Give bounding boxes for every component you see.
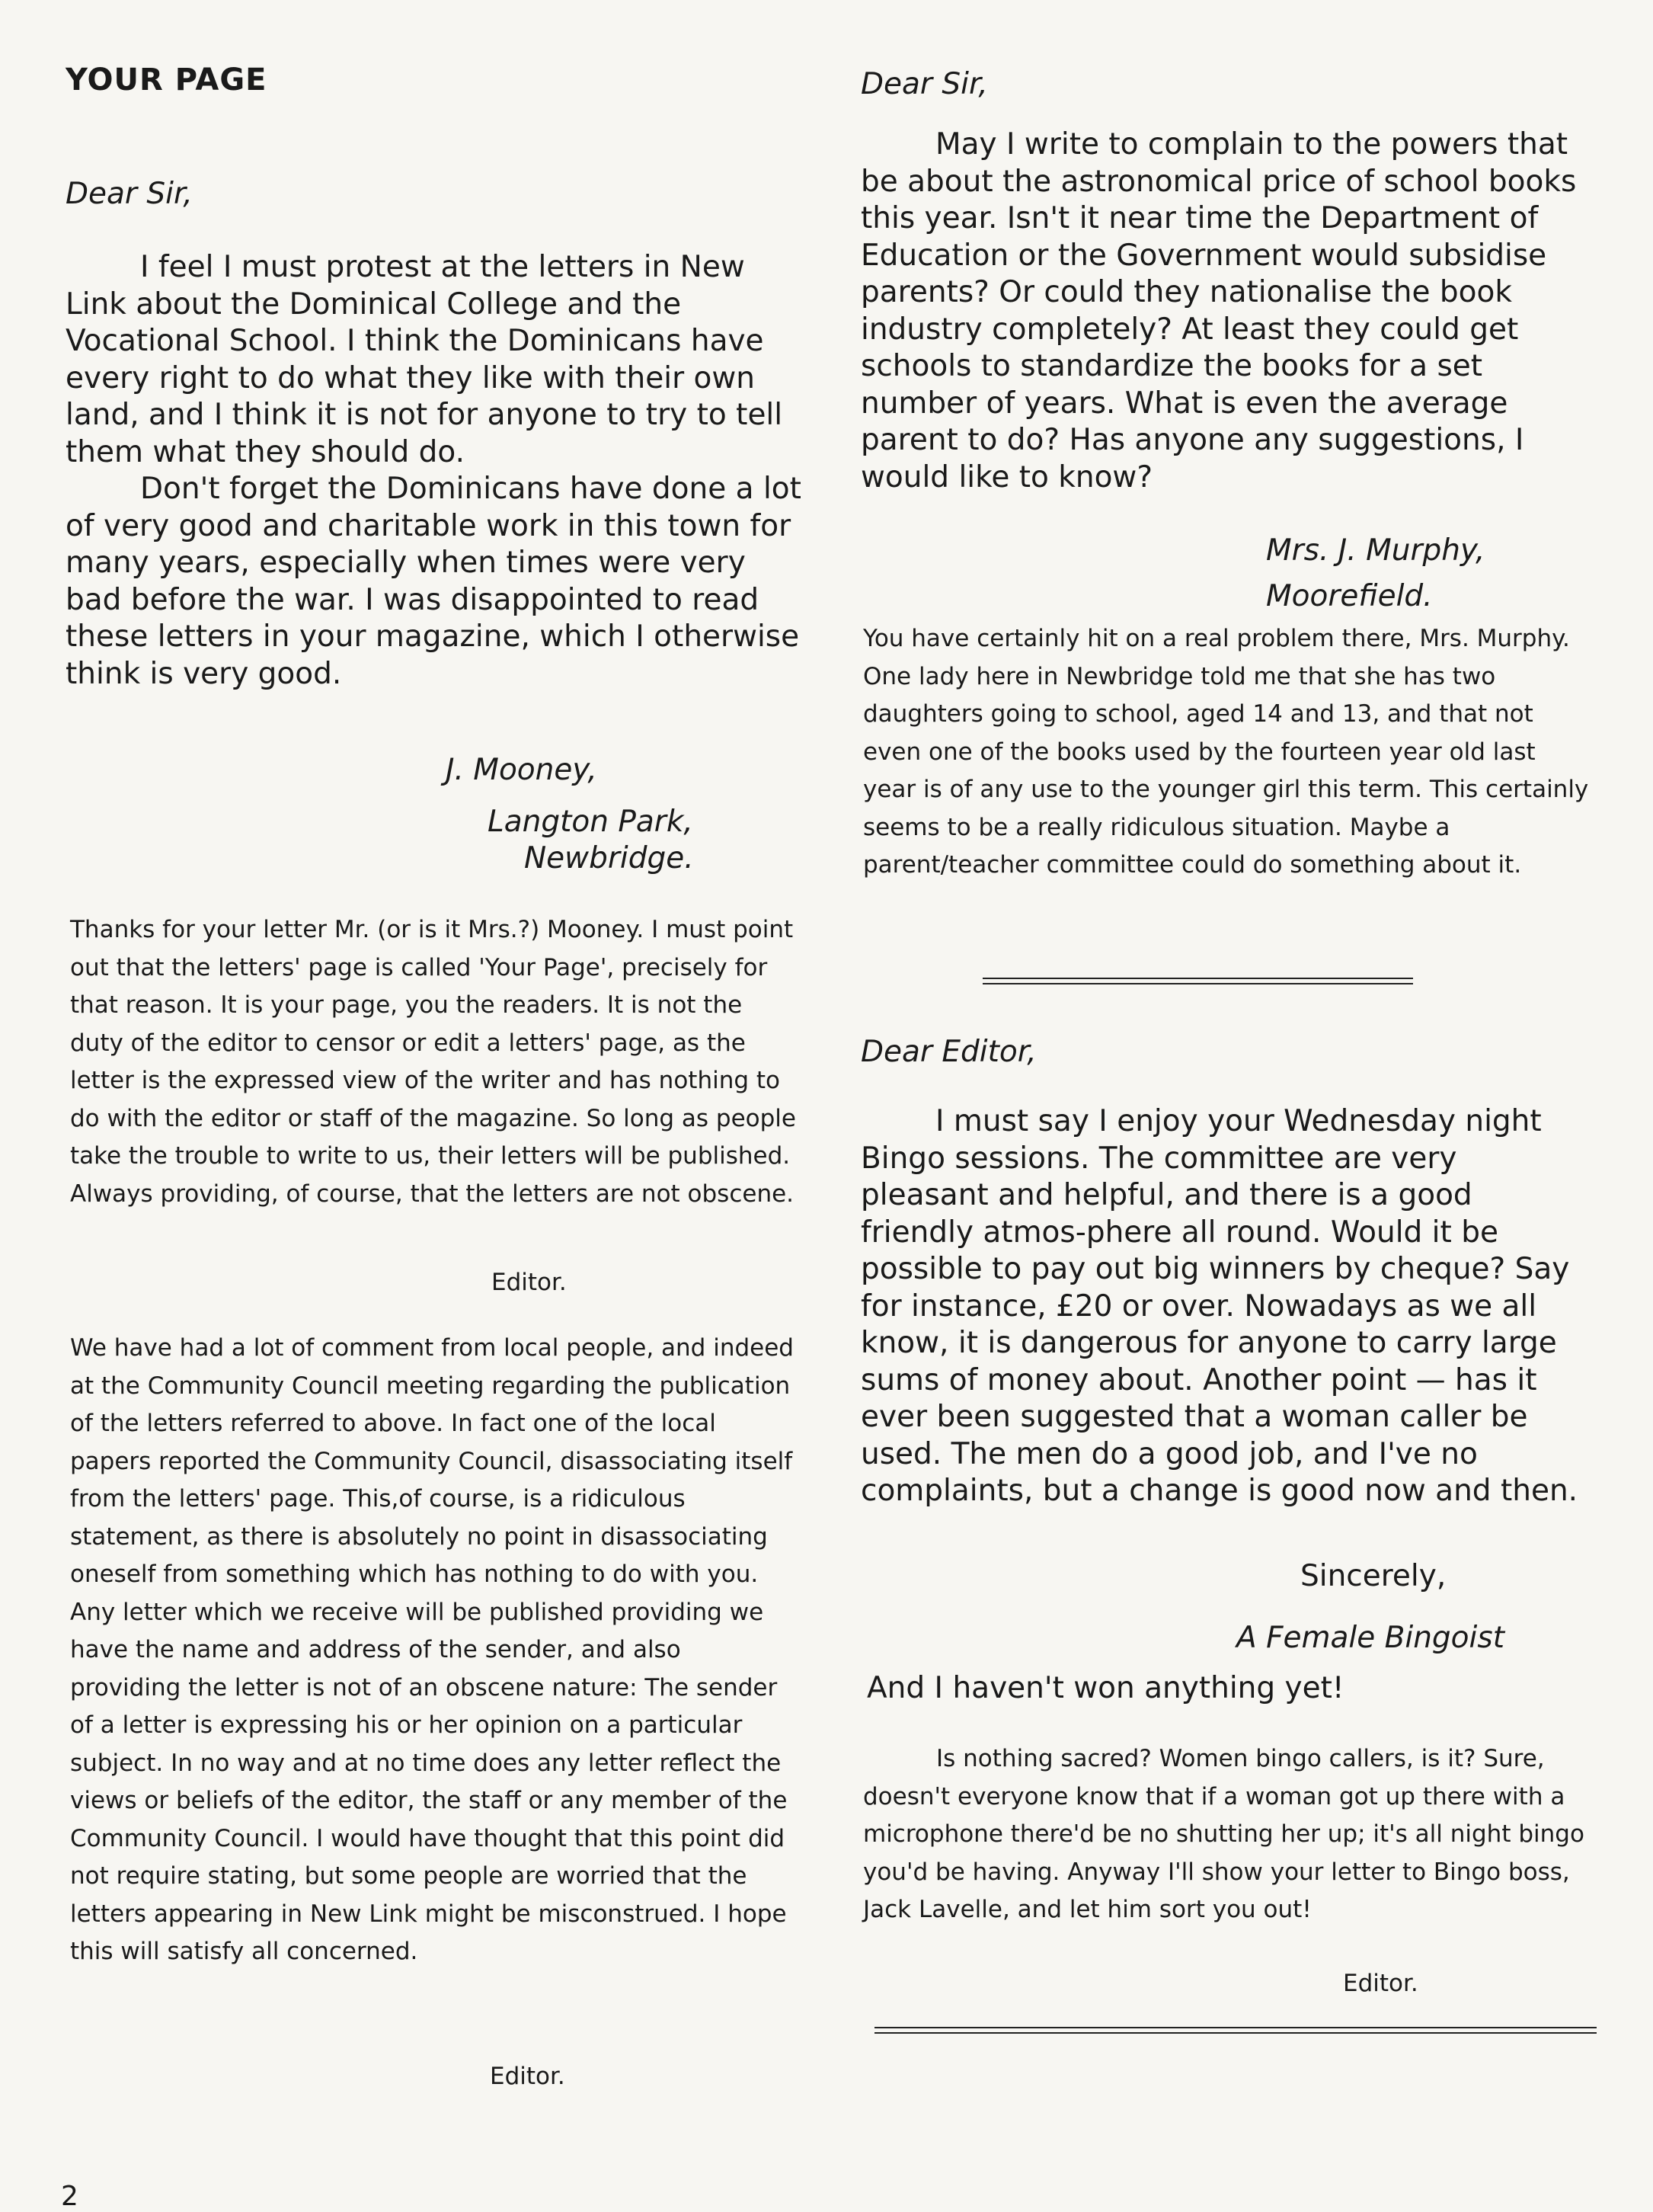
letter-salutation: Dear Sir, [861,67,988,101]
statement-body [70,1330,798,1971]
editor-sign: Editor. [1343,1970,1418,1997]
letter-paragraph: Don't forget the Dominicans have done a lot of very good and charitable work in this town for many years, especially when times were very bad before the war. I was disappointed to read these letters in your magazine, which I otherwise think is very good. [66,472,801,691]
page-title: YOUR PAGE [66,62,267,98]
letter-body [861,126,1603,496]
letter-salutation: Dear Editor, [861,1035,1037,1069]
letter-paragraph: I must say I enjoy your Wednesday night Bingo sessions. The committee are very pleasant and helpful, and there is a good friendly atmos-phere all round. Would it be possible to pay out big winners by cheque? Say for instance, £20 or over. Nowadays as we all know, it is dangerous for anyone to carry large sums of money about. Another point — has it ever been suggested that a woman caller be used. The men do a good job, and I've no complaints, but a change is good now and then. [861,1104,1578,1508]
signature-address: Newbridge. [524,841,694,876]
reply-text: Thanks for your letter Mr. (or is it Mrs.?) Mooney. I must point out that the letters' page is called 'Your Page', precisely for that reason. It is your page, you the readers. It is not the duty of the editor to censor or edit a letters' page, as the letter is the expressed view of the writer and has nothing to do with the editor or staff of the magazine. So long as people take the trouble to write to us, their letters will be published. Always providing, of course, that the letters are not obscene. [70,916,796,1208]
letter-salutation: Dear Sir, [66,177,193,211]
letter-body [66,249,806,693]
reply-body [863,620,1593,885]
signature-name: Mrs. J. Murphy, [1266,533,1485,568]
page-number: 2 [61,2181,78,2212]
section-divider [983,978,1413,984]
reply-text: You have certainly hit on a real problem there, Mrs. Murphy. One lady here in Newbridge told me that she has two daughters going to school, aged 14 and 13, and that not even one of the books used by the fourteen year old last year is of any use to the younger girl this term. This certainly seems to be a really ridiculous situation. Maybe a parent/teacher committee could do something about it. [863,625,1589,879]
signature-name: A Female Bingoist [1236,1621,1504,1655]
reply-body [70,911,798,1213]
reply-text: Is nothing sacred? Women bingo callers, is it? Sure, doesn't everyone know that if a woman got up there with a microphone there'd be no shutting her up; it's all night bingo you'd be having. Anyway I'll show your letter to Bingo boss, Jack Lavelle, and let him sort you out! [863,1745,1584,1923]
letter-body [861,1103,1592,1510]
letter-paragraph: May I write to complain to the powers that be about the astronomical price of school books this year. Isn't it near time the Department of Education or the Government would subsidise parents? Or could they nationalise the book industry completely? At least they could get schools to standardize the books for a set number of years. What is even the average parent to do? Has anyone any suggestions, I would like to know? [861,127,1577,495]
section-divider [874,2027,1597,2034]
editor-sign: Editor. [490,2063,565,2090]
reply-body [863,1740,1598,1929]
letter-postscript: And I haven't won anything yet! [867,1671,1344,1705]
signature-address: Langton Park, [488,805,693,839]
signature-name: J. Mooney, [446,753,597,787]
signature-address: Moorefield. [1266,579,1433,613]
statement-text: We have had a lot of comment from local people, and indeed at the Community Council meeting regarding the publication of the letters referred to above. In fact one of the local papers reported the Community Council, disassociating itself from the letters' page. This,of course, is a ridiculous statement, as there is absolutely no point in disassociating oneself from something which has nothing to do with you. Any letter which we receive will be published providing we have the name and address of the sender, and also providing the letter is not of an obscene nature: The sender of a letter is expressing his or her opinion on a particular subject. In no way and at no time does any letter reflect the views or beliefs of the editor, the staff or any member of the Community Council. I would have thought that this point did not require stating, but some people are worried that the letters appearing in New Link might be misconstrued. I hope this will satisfy all concerned. [70,1334,794,1965]
letter-paragraph: I feel I must protest at the letters in New Link about the Dominical College and the Vocational School. I think the Dominicans have every right to do what they like with their own land, and I think it is not for anyone to try to tell them what they should do. [66,250,783,469]
letter-closing: Sincerely, [1300,1559,1447,1593]
editor-sign: Editor. [491,1269,567,1296]
